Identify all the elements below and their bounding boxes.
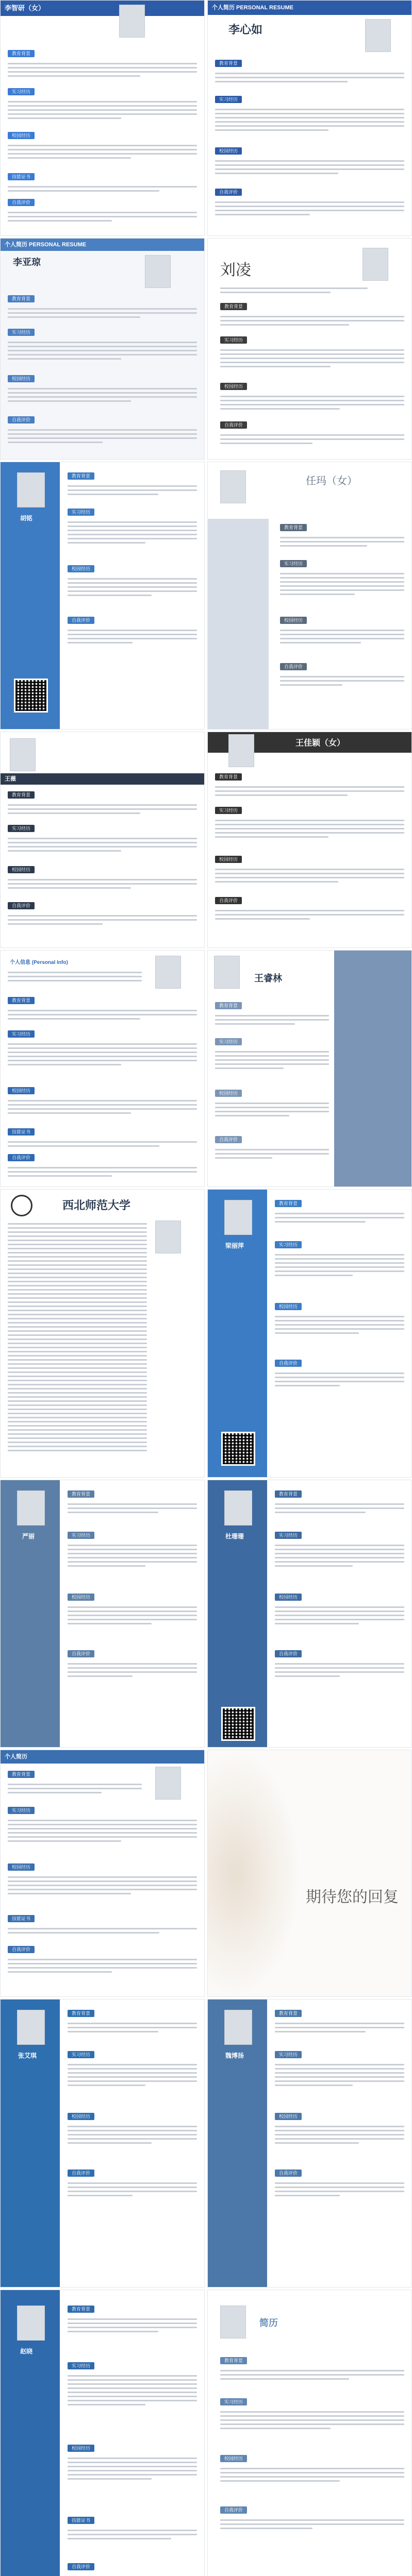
- resume-tile-19: [0, 2290, 205, 2576]
- section-title: 自我评价: [8, 1946, 35, 1953]
- resume-tile-8: [207, 732, 412, 948]
- avatar: [17, 1490, 45, 1526]
- section-content: [8, 427, 197, 446]
- section-title: 实习经历: [275, 1532, 302, 1539]
- section-content: [8, 835, 197, 854]
- section-title: 校园经历: [8, 866, 35, 873]
- avatar: [224, 1200, 252, 1235]
- section-title: 自我评价: [275, 1650, 302, 1657]
- resume-name: 王佳颖（女）: [295, 739, 345, 748]
- resume-name: 李心如: [228, 23, 263, 36]
- section-title: 技能证书: [8, 1128, 35, 1136]
- section-title: 实习经历: [220, 2398, 247, 2405]
- section-content: [220, 2367, 404, 2382]
- section-title: 自我评价: [68, 1650, 94, 1657]
- section-title: 实习经历: [68, 2051, 94, 2058]
- resume-tile-18: [207, 1999, 412, 2287]
- section-content: [68, 575, 197, 599]
- resume-name: 魏博扬: [225, 2052, 244, 2059]
- section-title: 校园经历: [68, 2445, 94, 2452]
- section-content: [68, 2455, 197, 2482]
- resume-tile-9: [0, 950, 205, 1187]
- section-title: 技能证书: [8, 1915, 35, 1922]
- section-content: [68, 1660, 197, 1680]
- resume-name: 胡铭: [20, 515, 33, 522]
- section-title: 校园经历: [220, 2455, 247, 2462]
- section-content: [280, 673, 404, 688]
- section-title: 教育背景: [220, 303, 247, 310]
- section-content: [8, 98, 197, 122]
- section-content: [8, 339, 197, 362]
- section-content: [68, 627, 197, 646]
- avatar: [224, 2010, 252, 2045]
- resume-tile-2: [207, 0, 412, 236]
- section-content: [215, 1100, 329, 1119]
- qr-code: [14, 679, 48, 713]
- avatar: [10, 738, 36, 771]
- resume-name: 刘凌: [220, 262, 251, 279]
- university-logo: [11, 1195, 32, 1216]
- section-content: [275, 1210, 404, 1225]
- section-content: [220, 2409, 404, 2432]
- section-title: 实习经历: [275, 1241, 302, 1248]
- resume-tile-15: [0, 1750, 205, 1997]
- section-content: [275, 1660, 404, 1680]
- section-title: 自我评价: [275, 2170, 302, 2177]
- avatar: [220, 470, 246, 503]
- section-title: 教育背景: [280, 524, 307, 531]
- section-title: 实习经历: [8, 329, 35, 336]
- resume-name-banner: 王薇: [1, 773, 204, 785]
- section-content: [275, 1313, 404, 1336]
- section-content: [68, 2527, 197, 2542]
- section-content: [8, 60, 197, 79]
- section-content: [220, 313, 404, 328]
- resume-title: 简历: [259, 2318, 278, 2328]
- section-content: [68, 519, 197, 546]
- section-title: 自我评价: [68, 2563, 94, 2570]
- section-title: 教育背景: [68, 1490, 94, 1498]
- section-content: [275, 2123, 404, 2146]
- section-content: [8, 1874, 197, 1897]
- section-title: 校园经历: [275, 1303, 302, 1310]
- section-content: [8, 1956, 197, 1975]
- section-content: [68, 2573, 197, 2576]
- section-title: 教育背景: [68, 472, 94, 480]
- section-title: 校园经历: [220, 383, 247, 390]
- section-content: [215, 784, 404, 799]
- section-content: [8, 183, 197, 194]
- section-content: [68, 2372, 197, 2408]
- section-title: 校园经历: [8, 1087, 35, 1094]
- resume-name: 严丽: [22, 1533, 35, 1540]
- floral-decoration: [208, 1750, 301, 1997]
- section-title: 教育背景: [8, 1771, 35, 1778]
- resume-name: 张艾琪: [18, 2052, 37, 2059]
- section-content: [68, 2061, 197, 2089]
- section-content: [8, 1164, 197, 1179]
- section-content: [275, 1501, 404, 1516]
- section-title: 教育背景: [215, 1002, 242, 1009]
- section-content: [8, 1781, 142, 1796]
- section-content: [220, 393, 404, 412]
- section-content: [8, 1097, 197, 1116]
- section-title: 教育背景: [215, 60, 242, 67]
- section-title: 自我评价: [8, 1154, 35, 1161]
- resume-tile-12: [207, 1189, 412, 1478]
- section-title: 教育背景: [8, 295, 35, 302]
- section-title: 实习经历: [8, 1030, 35, 1038]
- section-content: [8, 306, 197, 320]
- section-content: [215, 1012, 329, 1027]
- avatar: [214, 956, 240, 989]
- resume-name: 王睿林: [254, 973, 282, 984]
- section-title: 教育背景: [275, 1200, 302, 1207]
- section-title: 自我评价: [8, 902, 35, 909]
- section-content: [8, 1041, 197, 1068]
- section-title: 实习经历: [8, 1807, 35, 1814]
- avatar: [119, 5, 145, 38]
- section-title: 实习经历: [68, 1532, 94, 1539]
- resume-tile-16: [207, 1750, 412, 1997]
- section-content: [280, 534, 404, 549]
- avatar: [155, 1767, 181, 1800]
- section-content: [215, 199, 404, 218]
- section-title: 教育背景: [8, 50, 35, 57]
- section-title: 校园经历: [280, 617, 307, 624]
- section-title: 校园经历: [8, 132, 35, 139]
- section-title: 实习经历: [68, 509, 94, 516]
- resume-tile-3: [0, 238, 205, 460]
- section-content: [280, 570, 404, 598]
- section-title: 校园经历: [68, 565, 94, 572]
- section-title: 教育背景: [8, 997, 35, 1004]
- section-content: [8, 1007, 197, 1022]
- section-content: [215, 70, 404, 85]
- section-content: [275, 2180, 404, 2199]
- section-content: [8, 1925, 197, 1936]
- resume-tile-13: [0, 1480, 205, 1748]
- section-title: 自我评价: [68, 2170, 94, 2177]
- section-title: 自我评价: [220, 2506, 247, 2514]
- resume-name: 杜珊珊: [225, 1533, 244, 1540]
- resume-header-banner: 个人简历 PERSONAL RESUME: [1, 239, 204, 251]
- section-title: 校园经历: [215, 856, 242, 863]
- resume-tile-20: [207, 2290, 412, 2576]
- section-content: [68, 1604, 197, 1627]
- avatar: [155, 956, 181, 989]
- form-table: [8, 1221, 147, 1454]
- section-content: [275, 1542, 404, 1569]
- resume-tile-6: [207, 462, 412, 730]
- section-title: 自我评价: [275, 1360, 302, 1367]
- section-header: 个人信息 (Personal Info): [10, 960, 68, 965]
- avatar: [17, 2010, 45, 2045]
- section-title: 教育背景: [220, 2357, 247, 2364]
- university-name: 西北师范大学: [62, 1199, 131, 1212]
- section-content: [275, 1370, 404, 1389]
- section-content: [275, 2020, 404, 2035]
- section-content: [68, 1501, 197, 1516]
- section-title: 自我评价: [8, 199, 35, 206]
- section-title: 实习经历: [275, 2051, 302, 2058]
- contact-info: [220, 285, 404, 296]
- resume-tile-10: [207, 950, 412, 1187]
- section-content: [8, 142, 197, 161]
- section-content: [8, 385, 197, 404]
- resume-tile-7: [0, 732, 205, 948]
- resume-header-banner: 个人简历 PERSONAL RESUME: [208, 1, 411, 15]
- sidebar: [208, 519, 269, 729]
- section-title: 自我评价: [220, 421, 247, 429]
- section-content: [215, 907, 404, 922]
- resume-title-banner: 个人简历: [1, 1750, 204, 1764]
- section-title: 自我评价: [215, 189, 242, 196]
- resume-tile-11: [0, 1189, 205, 1478]
- qr-code: [221, 1432, 255, 1466]
- section-title: 实习经历: [215, 807, 242, 814]
- section-title: 教育背景: [8, 791, 35, 799]
- section-title: 实习经历: [220, 336, 247, 344]
- resume-tile-4: [207, 238, 412, 460]
- section-content: [215, 106, 404, 133]
- resume-tile-5: [0, 462, 205, 730]
- personal-info: [8, 969, 142, 984]
- section-content: [68, 483, 197, 498]
- avatar: [17, 2306, 45, 2341]
- section-content: [220, 432, 404, 447]
- avatar: [145, 255, 171, 288]
- resume-name: 梁丽萍: [225, 1242, 244, 1249]
- section-content: [68, 2020, 197, 2035]
- section-title: 技能证书: [8, 173, 35, 180]
- avatar: [220, 2306, 246, 2338]
- section-content: [215, 1146, 329, 1161]
- section-title: 教育背景: [275, 1490, 302, 1498]
- avatar: [228, 734, 254, 767]
- resume-name: 李亚琼: [13, 257, 41, 267]
- avatar: [17, 472, 45, 507]
- resume-name-banner: 李智研（女）: [1, 1, 204, 16]
- section-title: 校园经历: [215, 147, 242, 155]
- section-content: [220, 347, 404, 370]
- section-content: [280, 627, 404, 646]
- section-content: [215, 866, 404, 885]
- qr-code: [221, 1707, 255, 1741]
- avatar: [155, 1221, 181, 1253]
- section-content: [8, 209, 197, 224]
- section-content: [215, 158, 404, 177]
- section-title: 教育背景: [68, 2306, 94, 2313]
- section-title: 实习经历: [8, 88, 35, 95]
- section-title: 实习经历: [215, 1038, 242, 1045]
- section-content: [275, 1251, 404, 1279]
- section-title: 实习经历: [68, 2362, 94, 2369]
- avatar: [365, 19, 391, 52]
- section-content: [68, 1542, 197, 1569]
- resume-tile-14: [207, 1480, 412, 1748]
- section-title: 教育背景: [68, 2010, 94, 2017]
- section-title: 实习经历: [215, 96, 242, 103]
- section-title: 校园经历: [68, 1594, 94, 1601]
- resume-name: 赵晓: [20, 2348, 33, 2355]
- section-title: 技能证书: [68, 2517, 94, 2524]
- section-title: 自我评价: [215, 897, 242, 904]
- section-title: 校园经历: [68, 2113, 94, 2120]
- section-title: 实习经历: [8, 825, 35, 832]
- closing-title: 期待您的回复: [306, 1888, 399, 1906]
- section-content: [215, 817, 404, 840]
- section-content: [68, 2316, 197, 2335]
- section-content: [275, 1604, 404, 1627]
- section-content: [68, 2180, 197, 2199]
- section-content: [8, 1139, 197, 1149]
- section-content: [68, 2123, 197, 2146]
- section-title: 自我评价: [68, 617, 94, 624]
- section-content: [8, 802, 197, 817]
- section-title: 校园经历: [8, 1863, 35, 1871]
- section-content: [215, 1048, 329, 1072]
- section-title: 教育背景: [215, 773, 242, 781]
- section-content: [8, 876, 197, 891]
- section-content: [275, 2061, 404, 2089]
- section-title: 自我评价: [280, 663, 307, 670]
- avatar: [362, 248, 388, 281]
- section-title: 教育背景: [275, 2010, 302, 2017]
- section-title: 实习经历: [280, 560, 307, 567]
- section-content: [8, 1817, 197, 1844]
- sidebar: [334, 951, 411, 1187]
- section-title: 自我评价: [215, 1136, 242, 1143]
- section-title: 校园经历: [275, 2113, 302, 2120]
- avatar: [224, 1490, 252, 1526]
- section-title: 校园经历: [8, 375, 35, 382]
- section-title: 校园经历: [275, 1594, 302, 1601]
- resume-tile-17: [0, 1999, 205, 2287]
- section-content: [8, 912, 197, 927]
- section-content: [220, 2517, 404, 2532]
- resume-tile-1: [0, 0, 205, 236]
- resume-name: 任玛（女）: [306, 476, 357, 487]
- section-title: 自我评价: [8, 416, 35, 423]
- section-content: [220, 2465, 404, 2484]
- section-title: 校园经历: [215, 1090, 242, 1097]
